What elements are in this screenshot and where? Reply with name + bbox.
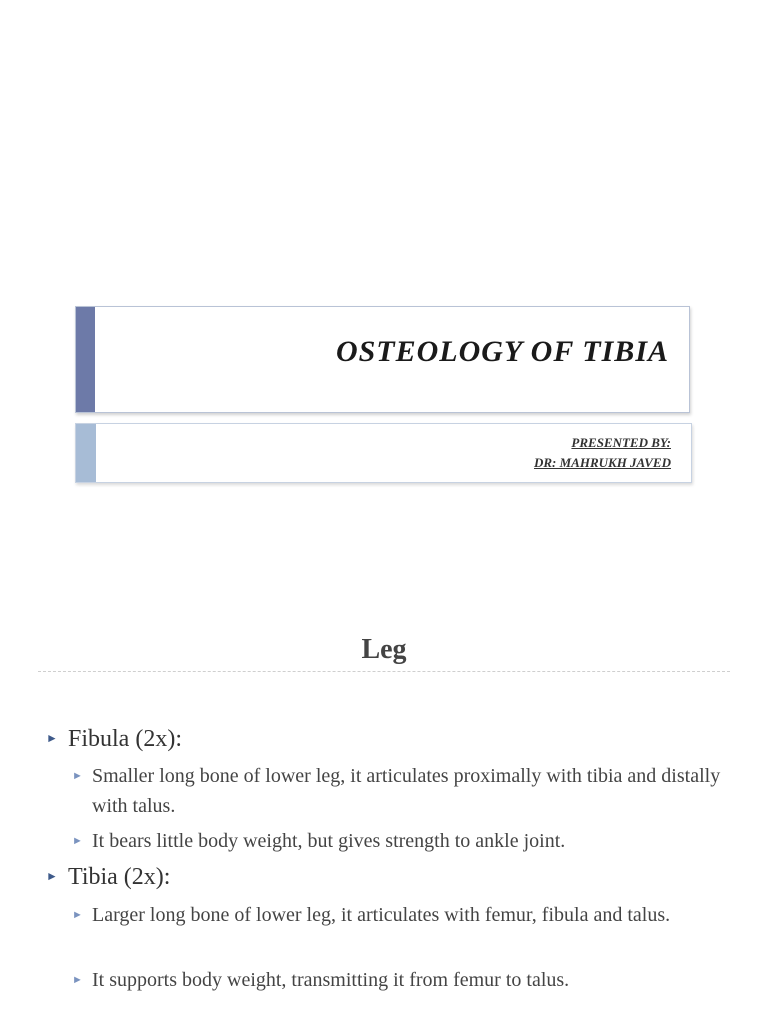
bullet-label: Fibula (2x): xyxy=(68,726,182,752)
presenter-label: PRESENTED BY: xyxy=(571,435,671,450)
sub-bullet xyxy=(72,761,722,821)
triangle-right-icon: ► xyxy=(46,869,58,883)
subtitle-box xyxy=(75,423,692,483)
presenter-name: DR: MAHRUKH JAVED xyxy=(533,455,671,470)
sub-bullet-text: Smaller long bone of lower leg, it articulates proximally with tibia and distally with talus. xyxy=(92,765,721,817)
heading-divider xyxy=(38,671,730,672)
sub-bullet-text: It bears little body weight, but gives strength to ankle joint. xyxy=(92,830,566,852)
bullet-tibia xyxy=(46,864,170,891)
bullet-label: Tibia (2x): xyxy=(68,864,171,890)
triangle-right-icon: ► xyxy=(72,909,83,921)
triangle-right-icon: ► xyxy=(72,974,83,986)
sub-bullet-text: Larger long bone of lower leg, it articulates with femur, fibula and talus. xyxy=(92,904,671,926)
slide-leg xyxy=(0,576,768,1024)
sub-bullet xyxy=(72,965,722,995)
triangle-right-icon: ► xyxy=(72,835,83,847)
sub-bullet-text: It supports body weight, transmitting it from femur to talus. xyxy=(92,969,570,991)
triangle-right-icon: ► xyxy=(72,770,83,782)
triangle-right-icon: ► xyxy=(46,731,58,745)
sub-bullet xyxy=(72,826,722,856)
subtitle-accent-bar xyxy=(76,424,96,482)
slide-title-text: OSTEOLOGY OF TIBIA xyxy=(335,335,669,368)
sub-bullet xyxy=(72,900,722,930)
title-box xyxy=(75,306,690,413)
bullet-fibula xyxy=(46,726,182,753)
slide-heading: Leg xyxy=(361,634,407,665)
title-accent-bar xyxy=(76,307,95,412)
